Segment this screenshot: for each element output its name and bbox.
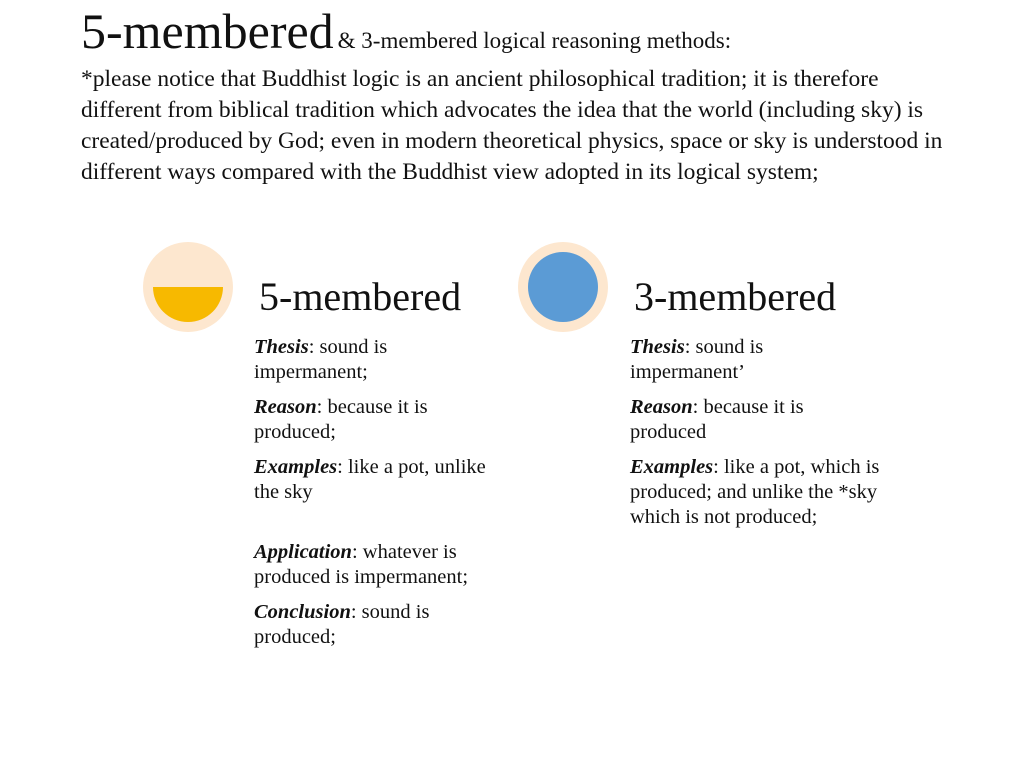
term-label: Examples xyxy=(254,456,338,478)
list-item xyxy=(254,600,504,650)
title-small: & 3-membered logical reasoning methods: xyxy=(337,28,732,53)
list-item xyxy=(630,395,880,445)
list-item xyxy=(254,335,504,385)
term-text: : sound is produced; xyxy=(254,601,430,648)
list-item xyxy=(630,335,880,385)
yellow-circle-svg xyxy=(143,242,233,332)
term-text: : because it is produced xyxy=(630,396,804,443)
term-label: Examples xyxy=(630,456,714,478)
yellow-half-fill xyxy=(153,287,223,322)
blue-filled-circle-icon xyxy=(518,242,608,332)
term-label: Thesis xyxy=(254,336,309,358)
term-label: Application xyxy=(254,541,352,563)
term-text: : like a pot, which is produced; and unlike the *sky which is not produced; xyxy=(630,456,880,528)
five-membered-title: 5-membered xyxy=(259,274,462,319)
three-membered-list xyxy=(630,335,880,540)
list-item xyxy=(254,540,504,590)
term-label: Thesis xyxy=(630,336,685,358)
term-label: Reason xyxy=(254,396,317,418)
term-text: : whatever is produced is impermanent; xyxy=(254,541,469,588)
list-item xyxy=(254,395,504,445)
list-item xyxy=(254,455,504,505)
list-item xyxy=(630,455,880,530)
header xyxy=(81,3,961,188)
blue-fill xyxy=(528,252,598,322)
five-membered-list xyxy=(254,335,504,660)
half-filled-yellow-circle-icon xyxy=(143,242,233,332)
term-text: : like a pot, unlike the sky xyxy=(254,456,486,503)
blue-circle-svg xyxy=(518,242,608,332)
term-text: : sound is impermanent; xyxy=(254,336,388,383)
term-text: : sound is impermanent’ xyxy=(630,336,764,383)
note-paragraph: *please notice that Buddhist logic is an ancient philosophical tradition; it is therefore different from biblical tradition which advocates the idea that the world (including sky) is created/produced by God; even in modern theoretical physics, space or sky is understood in different ways compared with the Buddhist view adopted in its logical system; xyxy=(81,66,943,185)
three-membered-title: 3-membered xyxy=(634,274,837,319)
slide-title xyxy=(81,3,961,59)
term-label: Conclusion xyxy=(254,601,351,623)
title-large: 5-membered xyxy=(81,3,334,59)
term-text: : because it is produced; xyxy=(254,396,428,443)
term-label: Reason xyxy=(630,396,693,418)
